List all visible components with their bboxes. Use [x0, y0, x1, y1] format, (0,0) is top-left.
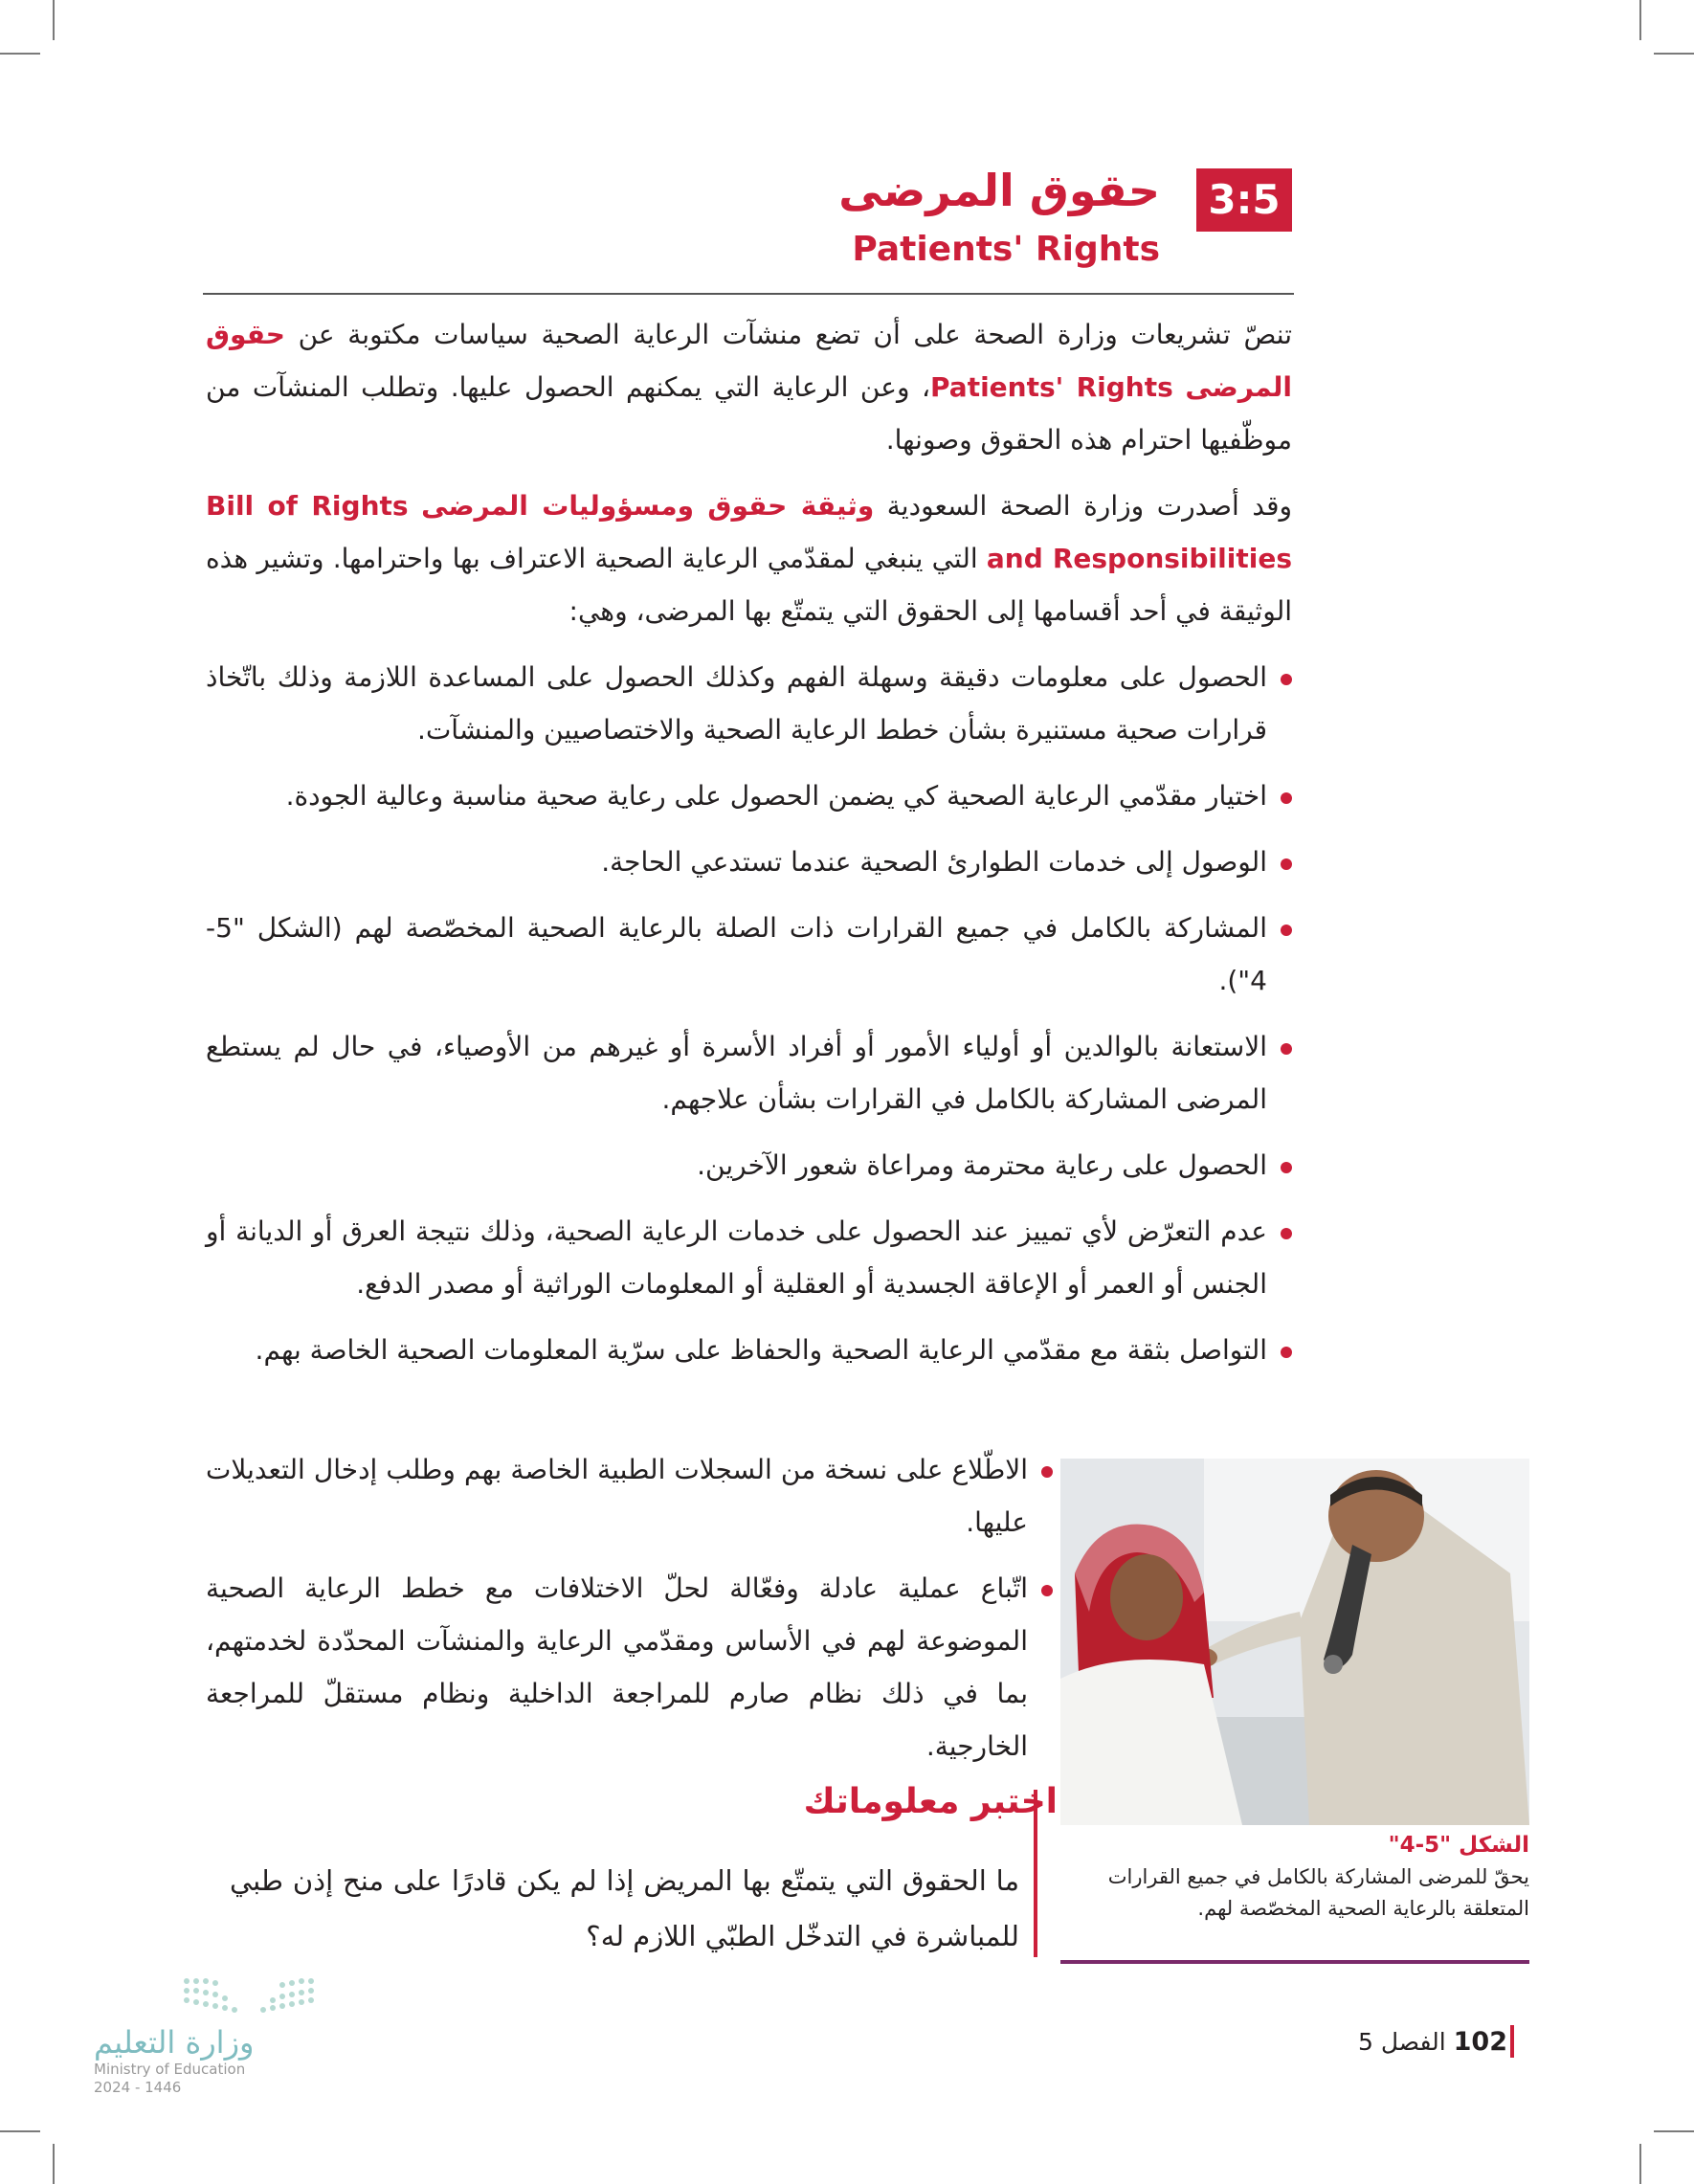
section-title-ar: حقوق المرضى: [838, 165, 1160, 216]
figure-label: الشكل "5-4": [1388, 1833, 1529, 1858]
quiz-question: ما الحقوق التي يتمتّع بها المريض إذا لم يكن قادرًا على منح إذن طبي للمباشرة في التدخّل الطبّي اللازم له؟: [230, 1864, 1019, 1952]
list-item-text: اتّباع عملية عادلة وفعّالة لحلّ الاختلافات مع خطط الرعاية الصحية الموضوعة لهم في الأساس ومقدّمي الرعاية والمنشآت المحدّدة لخدمتهم، بما في ذلك نظام صارم للمراجعة الداخلية ونظام مستقلّ للمراجعة الخارجية.: [206, 1572, 1028, 1762]
list-item: [206, 769, 1292, 822]
term-patients-rights-en: Patients' Rights: [930, 371, 1173, 403]
page-footer: [1358, 2027, 1507, 2057]
figure-photo: [1060, 1459, 1529, 1825]
list-item-text: الحصول على معلومات دقيقة وسهلة الفهم وكذلك الحصول على المساعدة اللازمة وذلك باتّخاذ قرارات صحية مستنيرة بشأن خطط الرعاية الصحية والاختصاصيين والمنشآت.: [206, 661, 1267, 746]
bullet-dot-icon: [1281, 792, 1292, 804]
crop-mark: [53, 0, 55, 40]
list-item: [206, 1205, 1292, 1310]
crop-mark: [53, 2144, 55, 2184]
bullet-dot-icon: [1041, 1585, 1053, 1596]
section-header: [431, 165, 1292, 279]
header-divider: [203, 293, 1294, 295]
page-number: 102: [1453, 2027, 1507, 2057]
crop-mark: [1639, 0, 1641, 40]
list-item: [206, 1443, 1053, 1549]
intro-paragraph-2: [206, 479, 1292, 637]
crop-mark: [1654, 53, 1694, 55]
figure-divider: [1060, 1960, 1529, 1964]
term-bill-of-rights-en: Bill of Rights and Responsibilities: [206, 490, 1292, 574]
main-content: [206, 308, 1292, 1390]
list-item: [206, 651, 1292, 756]
list-item: [206, 1324, 1292, 1376]
bullet-dot-icon: [1281, 1043, 1292, 1055]
list-item-text: اختيار مقدّمي الرعاية الصحية كي يضمن الحصول على رعاية صحية مناسبة وعالية الجودة.: [285, 780, 1267, 812]
list-item-text: الوصول إلى خدمات الطوارئ الصحية عندما تستدعي الحاجة.: [601, 846, 1267, 878]
figure-caption: [1060, 1830, 1529, 1925]
section-number: 3:5: [1196, 168, 1292, 232]
list-item-text: المشاركة بالكامل في جميع القرارات ذات الصلة بالرعاية الصحية المخصّصة لهم (الشكل "5-4").: [206, 912, 1267, 996]
text-run: وقد أصدرت وزارة الصحة السعودية: [874, 490, 1293, 522]
intro-paragraph-1: [206, 308, 1292, 466]
bullet-dot-icon: [1281, 674, 1292, 685]
text-run: ، وعن الرعاية التي يمكنهم الحصول عليها. وتطلب المنشآت من موظّفيها احترام هذه الحقوق وصونها.: [206, 371, 1292, 456]
list-item: [206, 902, 1292, 1007]
term-patients-rights-ar: حقوق المرضى: [206, 319, 1292, 403]
bullet-dot-icon: [1281, 925, 1292, 936]
bullet-dot-icon: [1281, 1228, 1292, 1239]
footer-accent-bar: [1510, 2025, 1514, 2058]
lower-content: [206, 1443, 1053, 1786]
crop-mark: [0, 53, 40, 55]
bullet-dot-icon: [1281, 858, 1292, 870]
list-item: [206, 1562, 1053, 1772]
list-item: [206, 836, 1292, 888]
bullet-dot-icon: [1281, 1162, 1292, 1173]
ministry-year: 2024 - 1446: [94, 2079, 182, 2096]
rights-list: [206, 651, 1292, 1376]
doctor-patient-illustration: [1060, 1459, 1529, 1825]
bullet-dot-icon: [1041, 1466, 1053, 1478]
list-item-text: الحصول على رعاية محترمة ومراعاة شعور الآخرين.: [697, 1149, 1267, 1181]
ministry-name-en: Ministry of Education: [94, 2061, 246, 2078]
list-item-text: الاستعانة بالوالدين أو أولياء الأمور أو أفراد الأسرة أو غيرهم من الأوصياء، في حال لم يستطع المرضى المشاركة بالكامل في القرارات بشأن علاجهم.: [206, 1031, 1267, 1115]
crop-mark: [1654, 2130, 1694, 2132]
list-item-text: التواصل بثقة مع مقدّمي الرعاية الصحية والحفاظ على سرّية المعلومات الصحية الخاصة بهم.: [255, 1334, 1267, 1366]
term-bill-of-rights-ar: وثيقة حقوق ومسؤوليات المرضى: [421, 490, 875, 522]
crop-mark: [0, 2130, 40, 2132]
rights-list-continued: [206, 1443, 1053, 1772]
bullet-dot-icon: [1281, 1347, 1292, 1358]
chapter-label: الفصل 5: [1357, 2028, 1446, 2056]
section-title-en: Patients' Rights: [852, 230, 1160, 269]
figure-caption-text: يحقّ للمرضى المشاركة بالكامل في جميع القرارات المتعلقة بالرعاية الصحية المخصّصة لهم.: [1107, 1865, 1529, 1920]
text-run: التي ينبغي لمقدّمي الرعاية الصحية الاعتراف بها واحترامها. وتشير هذه الوثيقة في أحد أقسامها إلى الحقوق التي يتمتّع بها المرضى، وهي:: [206, 543, 1292, 627]
quiz-heading: اختبر معلوماتك: [803, 1782, 1058, 1821]
text-run: تنصّ تشريعات وزارة الصحة على أن تضع منشآت الرعاية الصحية سياسات مكتوبة عن: [284, 319, 1292, 350]
crop-mark: [1639, 2144, 1641, 2184]
list-item-text: عدم التعرّض لأي تمييز عند الحصول على خدمات الرعاية الصحية، وذلك نتيجة العرق أو الديانة أو الجنس أو العمر أو الإعاقة الجسدية أو العقلية أو المعلومات الوراثية أو مصدر الدفع.: [206, 1215, 1267, 1300]
ministry-name-ar: وزارة التعليم: [94, 2024, 255, 2061]
list-item: [206, 1139, 1292, 1192]
list-item: [206, 1020, 1292, 1125]
list-item-text: الاطّلاع على نسخة من السجلات الطبية الخاصة بهم وطلب إدخال التعديلات عليها.: [206, 1454, 1028, 1538]
